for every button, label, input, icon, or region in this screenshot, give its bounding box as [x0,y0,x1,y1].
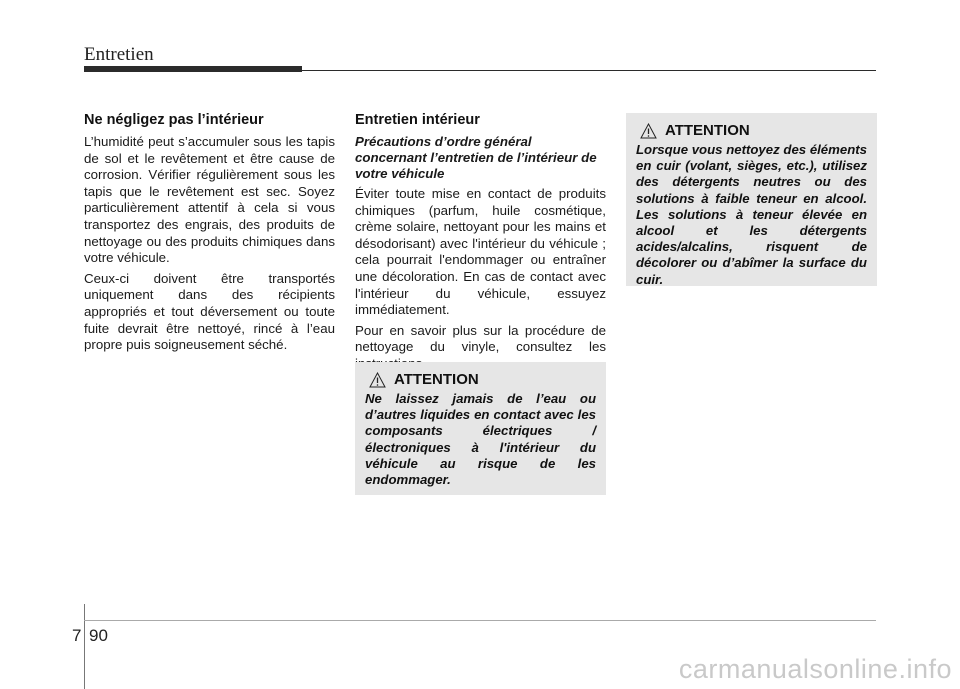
paragraph: Éviter toute mise en contact de produits chimiques (parfum, huile cosmétique, crème solaire, nettoyant pour les mains et désodorisant) avec l'intérieur du véhicule ; cela pourrait l'endommager ou entraîner une décoloration. En cas de contact avec l'intérieur du véhicule, essuyez immédiatement. [355,186,606,318]
footer-vertical-rule [84,604,85,689]
chapter-number: 7 [72,626,82,645]
paragraph: Ceux-ci doivent être transportés uniquement dans des récipients appropriés et tout déversement ou toute fuite devrait être nettoyé, rincé à l’eau propre puis soigneusement séché. [84,270,335,353]
left-column [84,112,335,358]
attention-header [365,372,596,388]
attention-text: Lorsque vous nettoyez des éléments en cuir (volant, sièges, etc.), utilisez des détergents neutres ou des solutions à faible teneur en alcool. Les solutions à teneur élevée en alcool et les détergents acides/alcalins, risquent de décolorer ou d’abîmer la surface du cuir. [636,142,867,287]
warning-triangle-icon [369,372,386,388]
header-bar [84,66,302,72]
attention-title: ATTENTION [394,371,479,388]
middle-column [355,112,606,377]
attention-box-leather [626,113,877,286]
paragraph: Pour en savoir plus sur la procédure de nettoyage du vinyle, consultez les [355,322,606,355]
warning-triangle-icon [640,123,657,139]
page-number: 90 [89,626,108,645]
attention-title: ATTENTION [665,122,750,139]
page-header-title: Entretien [84,44,154,65]
section-heading-interior-maintenance: Entretien intérieur [355,112,480,128]
footer-horizontal-rule [84,620,876,621]
section-heading-interior-care: Ne négligez pas l’intérieur [84,112,264,128]
subheading-general-precautions: Précautions d’ordre général concernant l’entretien de l’intérieur de votre véhicule [355,134,597,181]
attention-header [636,123,867,139]
header-rule [302,70,876,71]
paragraph: L’humidité peut s’accumuler sous les tapis de sol et le revêtement et être cause de corrosion. Vérifier régulièrement sous les tapis que le revêtement est sec. Soyez particulièrement attentif à cela si vous transportez des engrais, des produits de nettoyage ou des produits chimiques dans votre véhicule. [84,134,335,266]
attention-text: Ne laissez jamais de l’eau ou d’autres liquides en contact avec les composants électriques / électroniques à l'intérieur du véhicule au risque de les endommager. [365,391,596,488]
attention-box-liquids [355,362,606,495]
watermark: carmanualsonline.info [678,654,952,684]
